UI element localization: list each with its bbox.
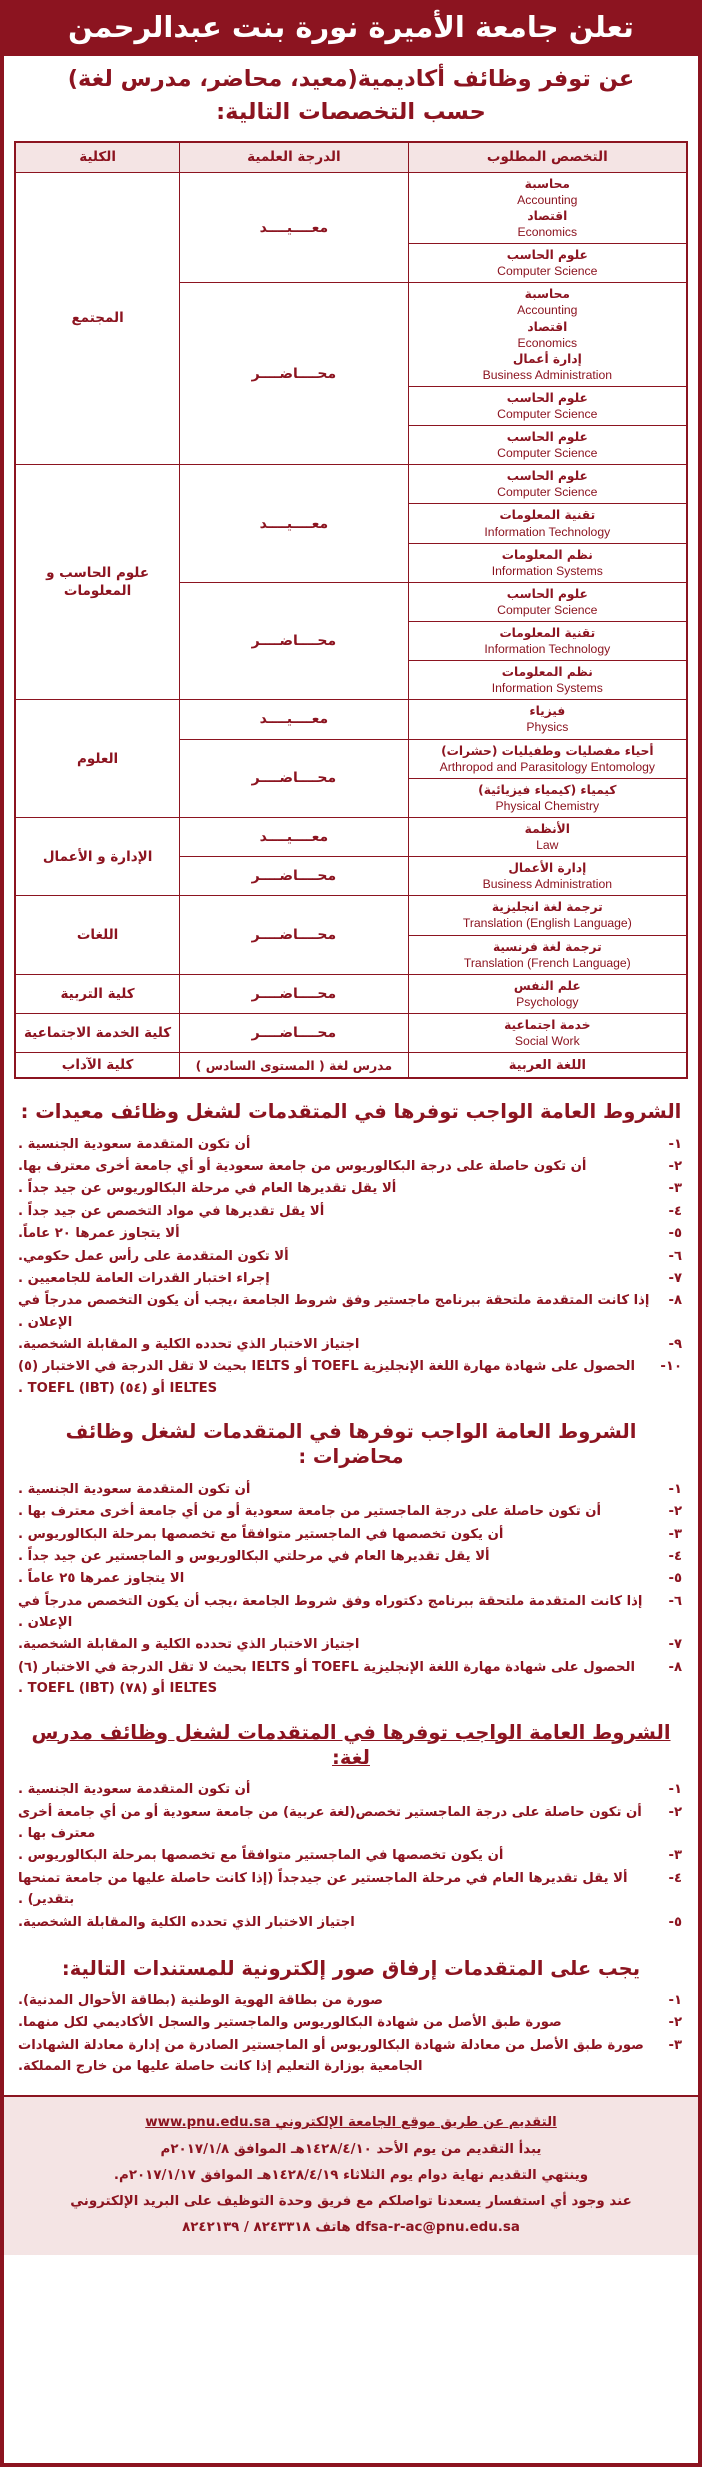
conditions-list-demonstrators [18,1134,684,1400]
documents-list [18,1990,684,2078]
condition-text: أن تكون حاصلة على درجة البكالوريوس من جامعة سعودية أو أي جامعة أخرى معترف بها. [18,1159,587,1174]
spec-arabic: علوم الحاسب [506,248,588,263]
footer-start-date-line: يبدأ التقديم من يوم الأحد ١٤٢٨/٤/١٠هـ الموافق ٢٠١٧/١/٨م [160,2141,542,2157]
condition-text: اجتياز الاختبار الذي تحدده الكلية و المقابلة الشخصية. [18,1637,360,1653]
condition-item [18,1524,684,1545]
cell-specialization [408,622,687,661]
spec-arabic: إدارة أعمال [512,351,582,366]
footer-end-date-line: وينتهي التقديم نهاية دوام يوم الثلاثاء ١٤٢٨/٤/١٩هـ الموافق ٢٠١٧/١/١٧م. [113,2167,589,2183]
cell-specialization [408,504,687,543]
col-header-degree: الدرجة العلمية [180,142,408,173]
spec-english: Translation (English Language) [462,916,632,931]
cell-degree: محــــاضــــر [180,857,408,896]
cell-degree: محــــاضــــر [180,582,408,700]
condition-item [18,1912,684,1933]
condition-text: صورة من بطاقة الهوية الوطنية (بطاقة الأحوال المدنية). [18,1992,384,2008]
spec-english: Physical Chemistry [495,798,600,813]
condition-item [18,1356,684,1399]
cell-college: كلية التربية [15,974,180,1013]
table-header [15,142,687,173]
condition-number: ٢- [668,1804,682,1820]
spec-arabic: علوم الحاسب [506,469,588,484]
spec-arabic: خدمة اجتماعية [504,1017,591,1032]
spec-arabic: إدارة الأعمال [508,861,587,876]
condition-text: ألا يقل تقديرها العام في مرحلة الماجستير عن جيدجداً (إذا كانت حاصلة عليها من جامعة تمنحها بتقدير) . [18,1870,628,1908]
cell-specialization [408,896,687,935]
conditions-list-lecturers [18,1479,684,1700]
section-title-language-teachers: الشروط العامة الواجب توفرها في المتقدمات لشغل وظائف مدرس لغة: [31,1720,671,1769]
table-row [15,700,687,739]
condition-text: الا يتجاوز عمرها ٢٥ عاماً . [18,1571,185,1587]
condition-item [18,1845,684,1866]
condition-item [18,1268,684,1289]
cell-specialization [408,739,687,778]
cell-degree: محــــاضــــر [180,974,408,1013]
table-header-row [15,142,687,173]
condition-item [18,1246,684,1267]
footer-contact-block [4,2095,698,2255]
cell-degree: محــــاضــــر [180,283,408,465]
condition-item [18,1591,684,1634]
table-row [15,974,687,1013]
condition-number: ٢- [668,2015,682,2031]
condition-text: أن يكون تخصصها في الماجستير متوافقاً مع تخصصها بمرحلة البكالوريوس . [18,1526,504,1542]
condition-number: ٤- [668,1203,682,1219]
spec-arabic: اقتصاد [527,208,568,223]
table-row [15,817,687,856]
table-row [15,1053,687,1079]
cell-specialization [408,465,687,504]
condition-number: ٢- [668,1159,682,1174]
spec-english: Economics [517,225,578,240]
cell-college: المجتمع [15,172,180,465]
condition-text: اجتياز الاختبار الذي تحدده الكلية و المقابلة الشخصية. [18,1337,360,1352]
condition-number: ٦- [668,1248,682,1264]
spec-arabic: اللغة العربية [508,1057,586,1073]
condition-item [18,1156,684,1177]
condition-number: ١- [668,1992,682,2008]
cell-specialization [408,386,687,425]
cell-specialization [408,582,687,621]
cell-college: الإدارة و الأعمال [15,817,180,895]
spec-english: Information Technology [484,524,611,539]
cell-degree: معــــيــــد [180,817,408,856]
spec-english: Translation (French Language) [463,955,631,970]
condition-text: إذا كانت المتقدمة ملتحقة ببرنامج دكتوراه وفق شروط الجامعة ،يجب أن يكون التخصص مدرجاً في الإعلان . [18,1593,643,1631]
spec-arabic: أحياء مفصليات وطفيليات (حشرات) [441,743,654,758]
table-row [15,172,687,243]
condition-number: ٣- [668,2037,682,2053]
spec-english: Business Administration [482,367,612,382]
cell-specialization [408,172,687,243]
spec-arabic: علوم الحاسب [506,586,588,601]
condition-number: ٧- [668,1270,682,1286]
condition-number: ٣- [668,1181,682,1197]
condition-text: ألا يقل تقديرها في مواد التخصص عن جيد جداً . [18,1203,325,1219]
cell-college: اللغات [15,896,180,974]
condition-text: ألا يتجاوز عمرها ٢٠ عاماً. [18,1226,180,1242]
spec-english: Information Systems [491,681,603,696]
cell-specialization [408,1053,687,1079]
spec-arabic: تقنية المعلومات [499,508,596,523]
spec-english: Computer Science [497,446,598,461]
condition-item [18,2035,684,2078]
condition-number: ٣- [668,1848,682,1864]
spec-english: Computer Science [497,485,598,500]
footer-email-phone-line: dfsa-r-ac@pnu.edu.sa هاتف ٨٢٤٣٣١٨ / ٨٢٤٢١٣٩ [182,2219,520,2235]
condition-text: إجراء اختبار القدرات العامة للجامعيين . [18,1270,270,1286]
cell-degree: معــــيــــد [180,465,408,583]
footer-apply-line: التقديم عن طريق موقع الجامعة الإلكتروني www.pnu.edu.sa [145,2115,557,2131]
condition-number: ٥- [668,1914,682,1930]
spec-english: Information Systems [491,563,603,578]
cell-specialization [408,661,687,700]
cell-specialization [408,935,687,974]
cell-specialization [408,1013,687,1052]
condition-text: الحصول على شهادة مهارة اللغة الإنجليزية TOEFL أو IELTS بحيث لا تقل الدرجة في الاختبار (٥) IELTES أو (٥٤) TOEFL (IBT) . [18,1359,635,1396]
condition-text: صورة طبق الأصل من شهادة البكالوريوس والماجستير والسجل الأكاديمي لكل منهما. [18,2015,562,2031]
spec-english: Accounting [517,303,578,318]
footer-inquiry-line: عند وجود أي استفسار يسعدنا تواصلكم مع فريق وحدة التوظيف على البريد الإلكتروني [70,2193,632,2209]
cell-degree: مدرس لغة ( المستوى السادس ) [180,1053,408,1079]
vacancies-table-wrapper [4,137,698,1080]
condition-item [18,1634,684,1655]
spec-arabic: الأنظمة [524,821,570,836]
section-title-demonstrators: الشروط العامة الواجب توفرها في المتقدمات لشغل وظائف معيدات : [20,1100,682,1124]
condition-item [18,1201,684,1222]
condition-number: ٤- [668,1548,682,1564]
subtitle-line-2: حسب التخصصات التالية: [216,98,486,125]
spec-arabic: تقنية المعلومات [499,626,596,640]
condition-item [18,1657,684,1700]
table-row [15,465,687,504]
cell-specialization [408,543,687,582]
condition-number: ٥- [668,1571,682,1587]
cell-degree: معــــيــــد [180,700,408,739]
spec-english: Computer Science [497,602,598,617]
spec-english: Business Administration [482,877,612,892]
spec-arabic: علوم الحاسب [506,390,588,405]
condition-number: ٥- [668,1226,682,1242]
cell-specialization [408,283,687,387]
condition-number: ٨- [668,1659,682,1675]
cell-college: كلية الآداب [15,1053,180,1079]
page-title: تعلن جامعة الأميرة نورة بنت عبدالرحمن [4,0,698,56]
condition-item [18,1501,684,1522]
cell-degree: محــــاضــــر [180,739,408,817]
cell-specialization [408,817,687,856]
spec-english: Computer Science [497,406,598,421]
conditions-list-language-teachers [18,1779,684,1933]
spec-arabic: نظم المعلومات [501,665,593,680]
condition-text: اجتياز الاختبار الذي تحدده الكلية والمقابلة الشخصية. [18,1914,355,1930]
condition-text: ألا يقل تقديرها العام في مرحلتي البكالوريوس و الماجستير عن جيد جداً . [18,1548,490,1564]
spec-english: Psychology [516,994,579,1009]
condition-number: ٢- [668,1504,682,1520]
condition-text: ألا تكون المتقدمة على رأس عمل حكومي. [18,1248,289,1264]
spec-arabic: اقتصاد [527,319,568,334]
condition-text: أن تكون المتقدمة سعودية الجنسية . [18,1136,251,1152]
condition-number: ٩- [668,1337,682,1352]
spec-english: Economics [517,335,578,350]
condition-text: أن يكون تخصصها في الماجستير متوافقاً مع تخصصها بمرحلة البكالوريوس . [18,1848,504,1864]
cell-specialization [408,857,687,896]
spec-english: Arthropod and Parasitology Entomology [439,759,656,774]
cell-degree: محــــاضــــر [180,896,408,974]
spec-arabic: علوم الحاسب [506,430,588,445]
condition-number: ١٠- [660,1359,682,1375]
condition-item [18,1134,684,1155]
spec-english: Computer Science [497,264,598,279]
condition-text: أن تكون المتقدمة سعودية الجنسية . [18,1782,251,1798]
vacancies-table [14,141,688,1080]
spec-arabic: نظم المعلومات [501,547,593,562]
condition-text: الحصول على شهادة مهارة اللغة الإنجليزية TOEFL أو IELTS بحيث لا تقل الدرجة في الاختبار (٦) IELTES أو (٧٨) TOEFL (IBT) . [18,1659,635,1697]
spec-arabic: فيزياء [529,704,566,719]
condition-number: ٣- [668,1526,682,1542]
condition-item [18,1802,684,1845]
condition-item [18,1868,684,1911]
condition-text: ألا يقل تقديرها العام في مرحلة البكالوريوس عن جيد جداً . [18,1181,397,1197]
section-title-documents: يجب على المتقدمات إرفاق صور إلكترونية للمستندات التالية: [61,1956,641,1980]
table-row [15,896,687,935]
cell-degree: معــــيــــد [180,172,408,283]
condition-item [18,1546,684,1567]
spec-arabic: محاسبة [524,176,570,191]
condition-text: أن تكون حاصلة على درجة الماجستير من جامعة سعودية أو من أي جامعة أخرى معترف بها . [18,1504,602,1520]
condition-text: إذا كانت المتقدمة ملتحقة ببرنامج ماجستير وفق شروط الجامعة ،يجب أن يكون التخصص مدرجاً في الإعلان . [18,1293,650,1330]
condition-text: أن تكون حاصلة على درجة الماجستير تخصص(لغة عربية) من جامعة سعودية أو من أي جامعة أخرى معترف بها . [18,1804,642,1841]
cell-specialization [408,244,687,283]
cell-specialization [408,426,687,465]
condition-text: صورة طبق الأصل من معادلة شهادة البكالوريوس أو الماجستير الصادرة من إدارة معادلة الشهادات الجامعية بوزارة التعليم إذا كانت حاصلة عليها من خارج المملكة. [18,2037,644,2074]
condition-number: ٦- [668,1593,682,1609]
cell-college: العلوم [15,700,180,818]
subtitle-line-1: عن توفر وظائف أكاديمية(معيد، محاضر، مدرس لغة) [67,66,635,93]
spec-english: Law [536,838,559,853]
section-documents [4,1957,698,2078]
condition-item [18,1290,684,1333]
section-lecturers [4,1419,698,1699]
condition-number: ١- [668,1782,682,1798]
section-language-teachers [4,1720,698,1933]
spec-arabic: كيمياء (كيمياء فيزيائية) [478,782,617,797]
condition-item [18,1568,684,1589]
condition-item [18,1779,684,1800]
cell-specialization [408,974,687,1013]
table-row [15,1013,687,1052]
cell-specialization [408,700,687,739]
condition-item [18,1178,684,1199]
condition-item [18,1334,684,1355]
table-body [15,172,687,1078]
condition-item [18,1479,684,1500]
condition-number: ١- [668,1136,682,1152]
spec-english: Social Work [514,1033,580,1048]
cell-degree: محــــاضــــر [180,1013,408,1052]
condition-number: ١- [668,1481,682,1497]
condition-number: ٨- [668,1293,682,1309]
col-header-specialization: التخصص المطلوب [408,142,687,173]
col-header-college: الكلية [15,142,180,173]
spec-arabic: ترجمة لغة انجليزية [491,900,603,915]
spec-arabic: علم النفس [513,978,581,993]
condition-text: أن تكون المتقدمة سعودية الجنسية . [18,1481,251,1497]
cell-college: علوم الحاسب و المعلومات [15,465,180,700]
cell-specialization [408,778,687,817]
spec-english: Physics [526,720,569,735]
condition-item [18,2012,684,2033]
condition-item [18,1223,684,1244]
section-demonstrators [4,1099,698,1399]
condition-number: ٤- [668,1870,682,1886]
condition-item [18,1990,684,2011]
section-title-lecturers: الشروط العامة الواجب توفرها في المتقدمات لشغل وظائف محاضرات : [65,1420,637,1469]
spec-english: Accounting [517,192,578,207]
condition-number: ٧- [668,1637,682,1653]
spec-arabic: ترجمة لغة فرنسية [492,939,602,954]
cell-college: كلية الخدمة الاجتماعية [15,1013,180,1052]
spec-arabic: محاسبة [524,287,570,302]
spec-english: Information Technology [484,642,611,657]
